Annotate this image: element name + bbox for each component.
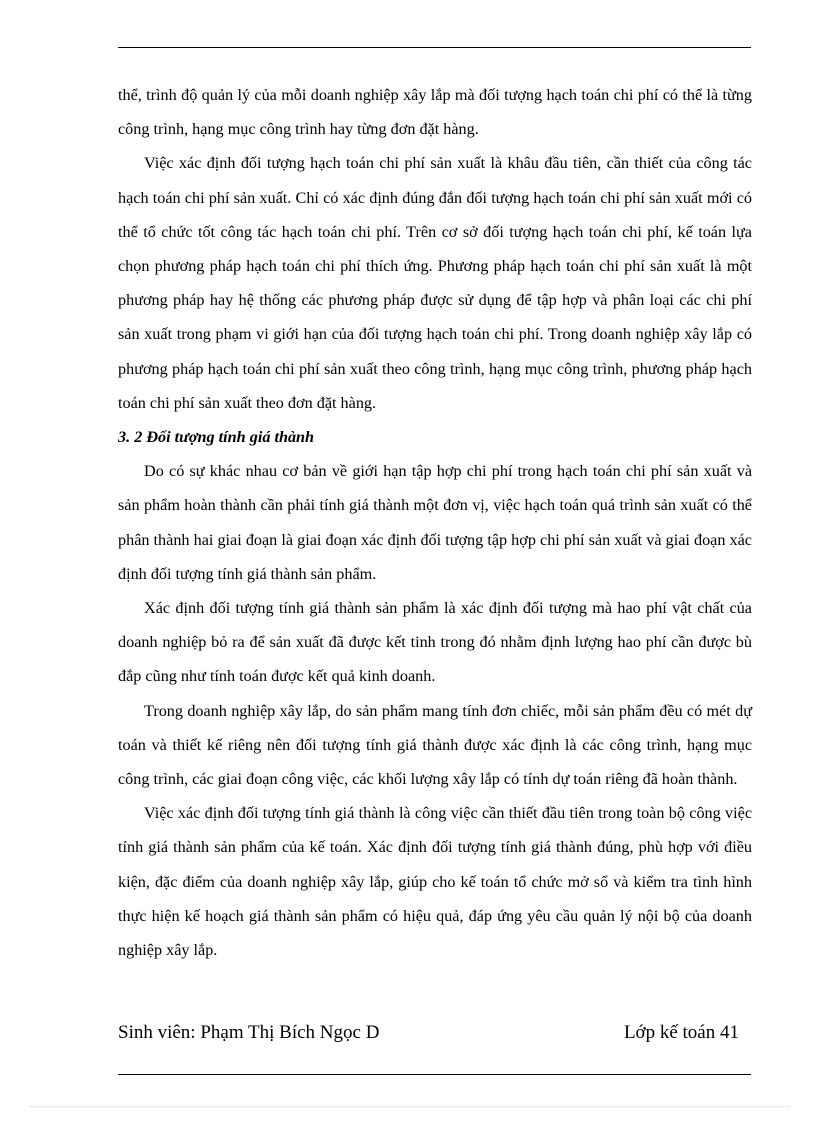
page-edge: [30, 1106, 790, 1107]
paragraph-costing-object: Xác định đối tượng tính giá thành sản phẩm là xác định đối tượng mà hao phí vật chất của doanh nghiệp bỏ ra để sản xuất đã được kết tinh trong đó nhằm định lượng hao phí cần được bù đắp cũng như tính toán được kết quả kinh doanh.: [118, 599, 752, 686]
section-heading: 3. 2 Đối tượng tính giá thành: [118, 428, 315, 447]
paragraph-construction: Trong doanh nghiệp xây lắp, do sản phẩm mang tính đơn chiếc, mỗi sản phẩm đều có mét dự toán và thiết kế riêng nên đối tượng tính giá thành được xác định là các công trình, hạng mục công trình, các giai đoạn công việc, các khối lượng xây lắp có tính dự toán riêng đã hoàn thành.: [118, 701, 752, 789]
paragraph-cost-object: Việc xác định đối tượng hạch toán chi phí sản xuất là khâu đầu tiên, cần thiết của công tác hạch toán chi phí sản xuất. Chỉ có xác định đúng đắn đối tượng hạch toán chi phí sản xuất mới có thể tổ chức tốt công tác hạch toán chi phí. Trên cơ sở đối tượng hạch toán chi phí, kế toán lựa chọn phương pháp hạch toán chi phí thích ứng. Phương pháp hạch toán chi phí sản xuất là một phương pháp hay hệ thống các phương pháp được sử dụng để tập hợp và phân loại các chi phí sản xuất trong phạm vi giới hạn của đối tượng hạch toán chi phí. Trong doanh nghiệp xây lắp có phương pháp hạch toán chi phí sản xuất theo công trình, hạng mục công trình, phương pháp hạch toán chi phí sản xuất theo đơn đặt hàng.: [118, 154, 752, 412]
paragraph-cost-difference: Do có sự khác nhau cơ bản về giới hạn tập hợp chi phí trong hạch toán chi phí sản xuất và sản phẩm hoàn thành cần phải tính giá thành một đơn vị, việc hạch toán quá trình sản xuất có thể phân thành hai giai đoạn là giai đoạn xác định đối tượng tập hợp chi phí sản xuất và giai đoạn xác định đối tượng tính giá thành sản phẩm.: [118, 462, 752, 583]
footer-rule: [118, 1074, 751, 1075]
body-text: [118, 78, 752, 967]
footer-student: Sinh viên: Phạm Thị Bích Ngọc D: [118, 1022, 380, 1043]
paragraph-continuation: thể, trình độ quản lý của mỗi doanh nghiệp xây lắp mà đối tượng hạch toán chi phí có thể là từng công trình, hạng mục công trình hay từng đơn đặt hàng.: [118, 86, 752, 139]
footer-class: Lớp kế toán 41: [623, 1022, 739, 1043]
paragraph-importance: Việc xác định đối tượng tính giá thành là công việc cần thiết đầu tiên trong toàn bộ công việc tính giá thành sản phẩm của kế toán. Xác định đối tượng tính giá thành đúng, phù hợp với điều kiện, đặc điểm của doanh nghiệp xây lắp, giúp cho kế toán tổ chức mở sổ và kiểm tra tình hình thực hiện kế hoạch giá thành sản phẩm có hiệu quả, đáp ứng yêu cầu quản lý nội bộ của doanh nghiệp xây lắp.: [118, 804, 752, 960]
header-rule: [118, 47, 751, 48]
